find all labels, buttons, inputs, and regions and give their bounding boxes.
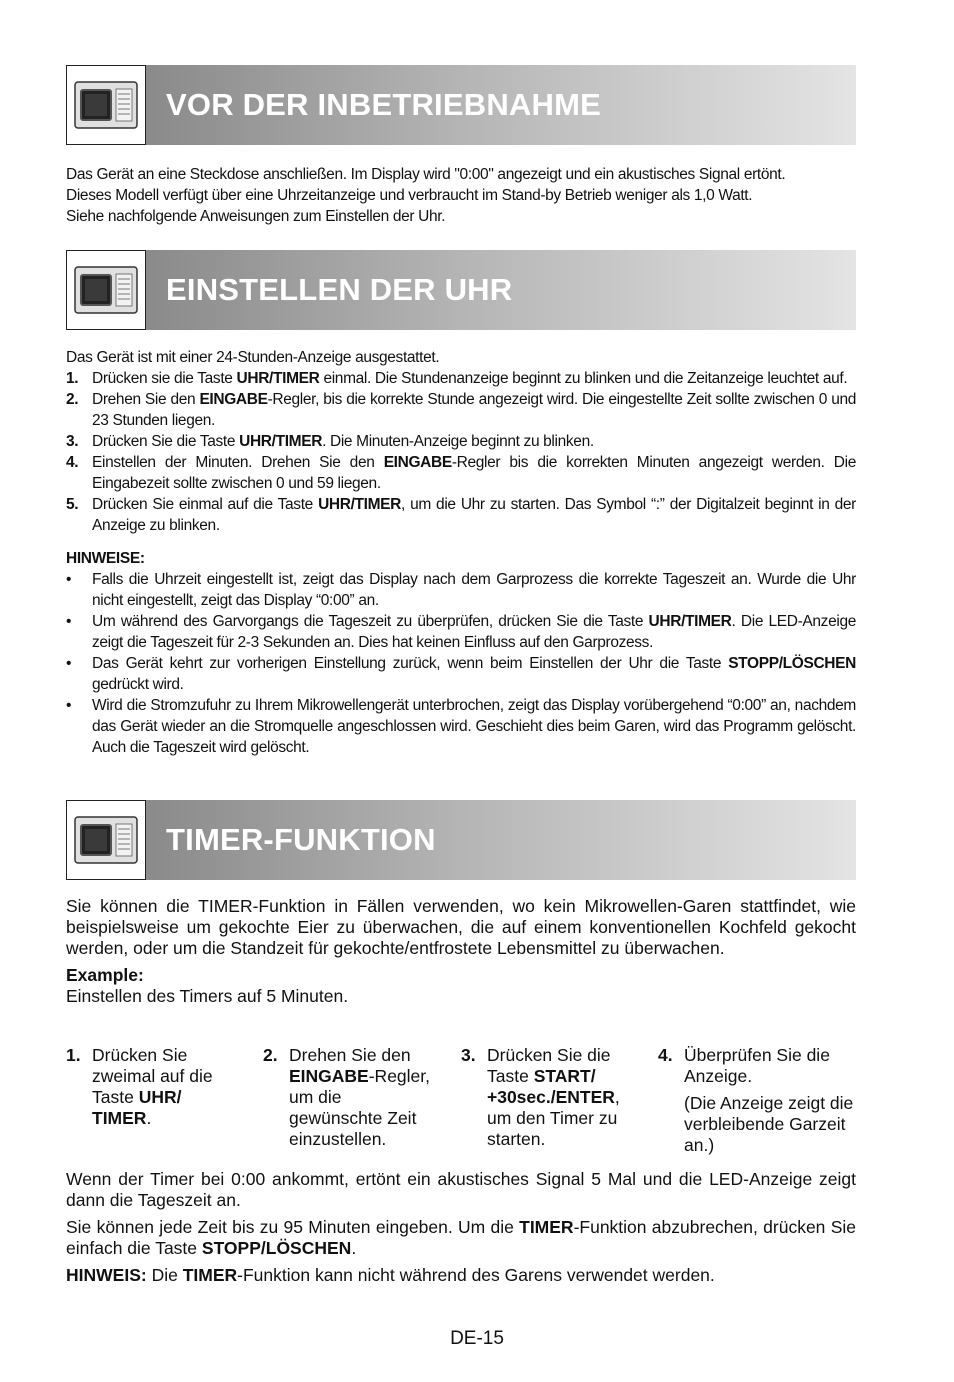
section-title: TIMER-FUNKTION — [166, 822, 436, 857]
list-item: 4. Einstellen der Minuten. Drehen Sie den EINGABE-Regler bis die korrekten Minuten angezeigt werden. Die Eingabezeit sollte zwischen 0 und 59 liegen. — [66, 454, 856, 492]
clock-instructions: Das Gerät ist mit einer 24-Stunden-Anzeige ausgestattet. 1. Drücken sie die Taste UHR/TIMER einmal. Die Stundenanzeige beginnt zu blinken und die Zeitanzeige leuchtet auf. 2. Drehen Sie den EINGABE-Regler, bis die korrekte Stunde angezeigt wird. Die eingestellte Zeit sollte zwischen 0 und 23 Stunden liegen. 3. Drücken Sie die Taste UHR/TIMER. Die Minuten-Anzeige beginnt zu blinken. 4. Einstellen der Minuten. Drehen Sie den EINGABE-Regler bis die korrekten Minuten angezeigt werden. Die Eingabezeit sollte zwischen 0 und 59 liegen. 5. Drücken Sie einmal auf die Taste UHR/TIMER, um die Uhr zu starten. Das Symbol “:” der Digitalzeit beginnt in der Anzeige zu blinken. HINWEISE: • Falls die Uhrzeit eingestellt ist, zeigt das Display nach dem Garprozess die korrekte Tageszeit an. Wurde die Uhr nicht eingestellt, zeigt das Display “0:00” an. • Um während des Garvorgangs die Tageszeit zu überprüfen, drücken Sie die Taste UHR/TIMER. Die LED-Anzeige zeigt die Tageszeit für 2-3 Sekunden an. Dies hat keinen Einfluss auf den Garprozess. • Das Gerät kehrt zur vorherigen Einstellung zurück, wenn beim Einstellen der Uhr die Taste STOPP/LÖSCHEN gedrückt wird. • Wird die Stromzufuhr zu Ihrem Mikrowellengerät unterbrochen, zeigt das Display vorübergehend “0:00” an, nachdem das Gerät wieder an die Stromquelle angeschlossen wird. Geschieht dies beim Garen, wird das Programm gelöscht. Auch die Tageszeit wird gelöscht. — [66, 349, 856, 756]
notes-list — [66, 569, 856, 758]
list-item: • Um während des Garvorgangs die Tageszeit zu überprüfen, drücken Sie die Taste UHR/TIMER. Die LED-Anzeige zeigt die Tageszeit für 2-3 Sekunden an. Dies hat keinen Einfluss auf den Garprozess. — [66, 613, 856, 651]
list-item: • Wird die Stromzufuhr zu Ihrem Mikrowellengerät unterbrochen, zeigt das Display vorübergehend “0:00” an, nachdem das Gerät wieder an die Stromquelle angeschlossen wird. Geschieht dies beim Garen, wird das Programm gelöscht. Auch die Tageszeit wird gelöscht. — [66, 697, 856, 756]
microwave-icon — [66, 65, 146, 145]
timer-steps: 1. Drücken Sie zweimal auf die Taste UHR/ TIMER. 2. Drehen Sie den EINGABE-Regler, um die gewünschte Zeit einzustellen. 3. Drücken Sie die Taste START/ +30sec./ENTER, um den Timer zu starten. 4. Überprüfen Sie die Anzeige. (Die Anzeige zeigt die verbleibende Garzeit an.) — [66, 1045, 854, 1155]
clock-steps — [66, 368, 856, 536]
section-banner-einstellen-der-uhr — [66, 250, 856, 330]
section-title: EINSTELLEN DER UHR — [166, 272, 513, 307]
section-banner-vor-der-inbetriebnahme — [66, 65, 856, 145]
section-title: VOR DER INBETRIEBNAHME — [166, 87, 601, 122]
example-label: Example: — [66, 965, 144, 985]
intro-text: Das Gerät an eine Steckdose anschließen. Im Display wird "0:00" angezeigt und ein akustisches Signal ertönt. Dieses Modell verfügt über eine Uhrzeitanzeige und verbraucht im Stand-by Betrieb weniger als 1,0 Watt. Siehe nachfolgende Anweisungen zum Einstellen der Uhr. — [66, 166, 786, 225]
example-text: Einstellen des Timers auf 5 Minuten. — [66, 986, 349, 1006]
timer-notes: Wenn der Timer bei 0:00 ankommt, ertönt ein akustisches Signal 5 Mal und die LED-Anzeige zeigt dann die Tageszeit an. Sie können jede Zeit bis zu 95 Minuten eingeben. Um die TIMER-Funktion abzubrechen, drücken Sie einfach die Taste STOPP/LÖSCHEN. HINWEIS: Die TIMER-Funktion kann nicht während des Garens verwendet werden. — [66, 1169, 856, 1285]
microwave-icon — [66, 250, 146, 330]
notes-heading: HINWEISE: — [66, 550, 145, 567]
microwave-icon — [66, 800, 146, 880]
list-item: 1. Drücken sie die Taste UHR/TIMER einmal. Die Stundenanzeige beginnt zu blinken und die Zeitanzeige leuchtet auf. — [66, 370, 848, 387]
list-item: 5. Drücken Sie einmal auf die Taste UHR/TIMER, um die Uhr zu starten. Das Symbol “:” der Digitalzeit beginnt in der Anzeige zu blinken. — [66, 496, 856, 534]
list-item: 3. Drücken Sie die Taste UHR/TIMER. Die Minuten-Anzeige beginnt zu blinken. — [66, 433, 594, 450]
list-item: • Falls die Uhrzeit eingestellt ist, zeigt das Display nach dem Garprozess die korrekte Tageszeit an. Wurde die Uhr nicht eingestellt, zeigt das Display “0:00” an. — [66, 571, 856, 609]
page-number: DE-15 — [450, 1328, 504, 1349]
section-banner-timer-funktion — [66, 800, 856, 880]
list-item: 2. Drehen Sie den EINGABE-Regler, bis die korrekte Stunde angezeigt wird. Die eingestellte Zeit sollte zwischen 0 und 23 Stunden liegen. — [66, 391, 856, 429]
list-item: • Das Gerät kehrt zur vorherigen Einstellung zurück, wenn beim Einstellen der Uhr die Taste STOPP/LÖSCHEN gedrückt wird. — [66, 655, 856, 693]
timer-intro: Sie können die TIMER-Funktion in Fällen verwenden, wo kein Mikrowellen-Garen stattfindet, wie beispielsweise um gekochte Eier zu überwachen, die auf einem konventionellen Kochfeld gekocht werden, oder um die Standzeit für gekochte/entfrostete Lebensmittel zu überwachen. Example: Einstellen des Timers auf 5 Minuten. — [66, 896, 856, 1006]
